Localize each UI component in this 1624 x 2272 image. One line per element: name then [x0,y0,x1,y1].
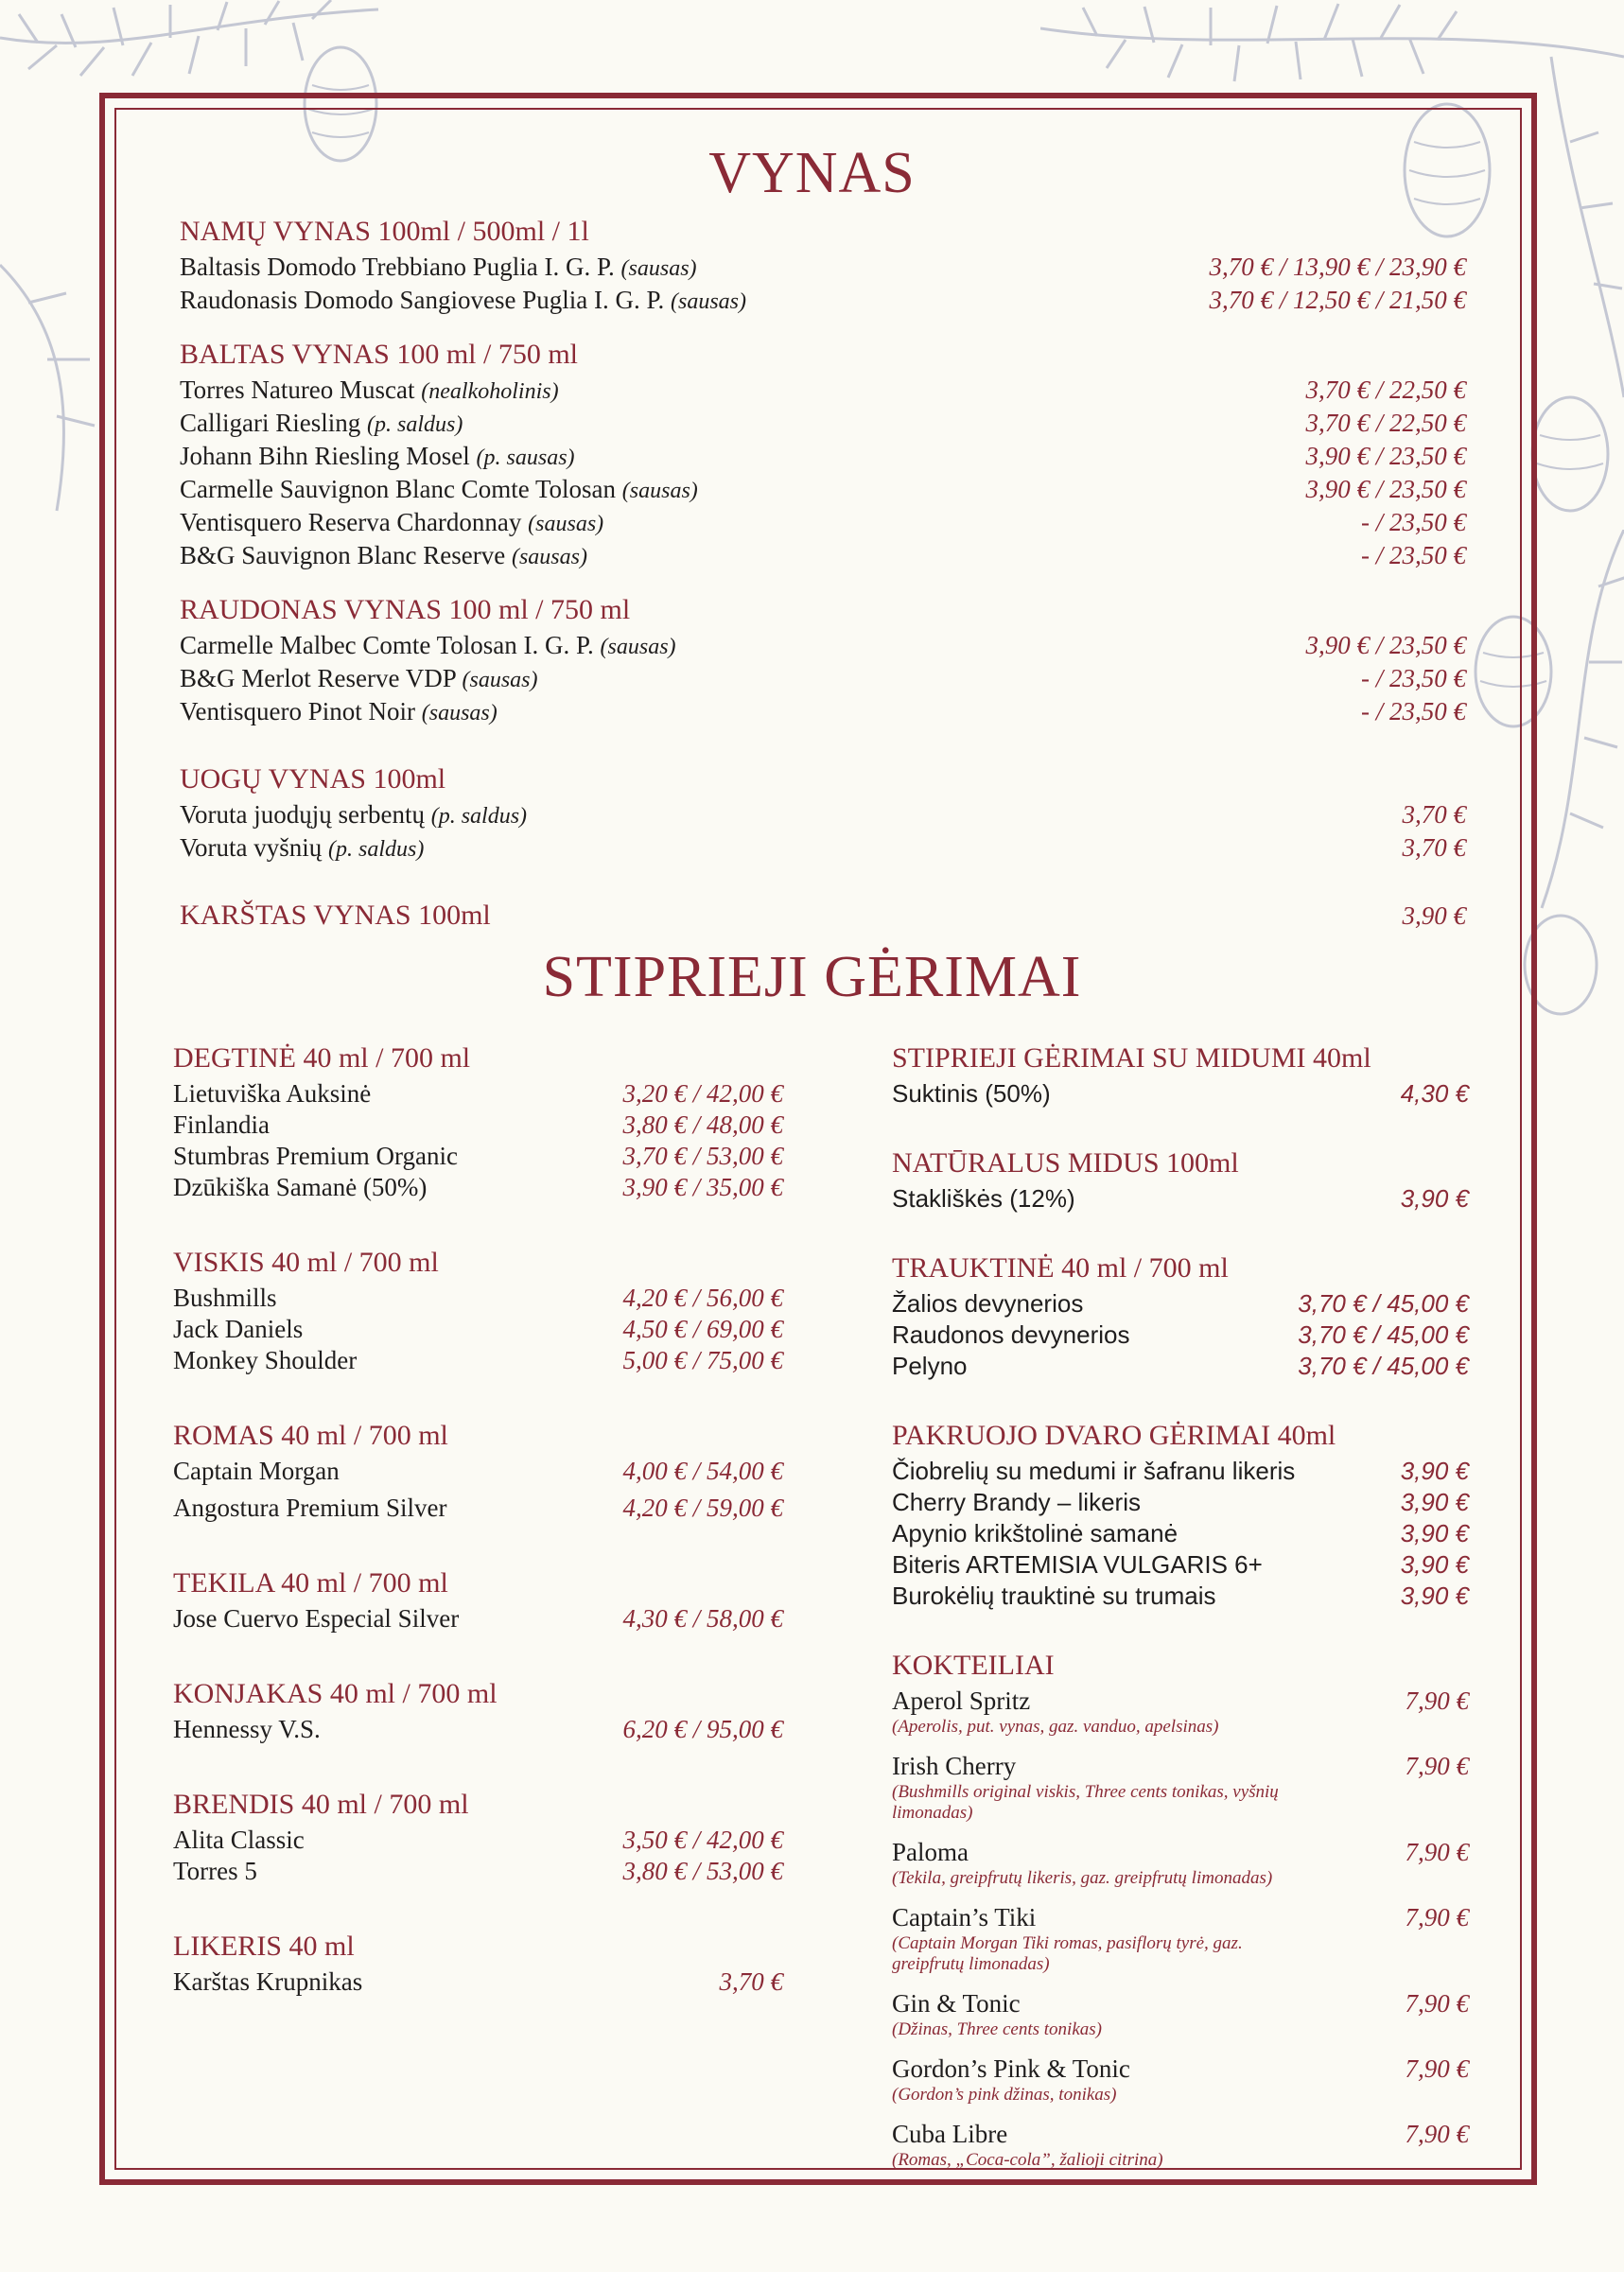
item-price: - / 23,50 € [1361,508,1466,536]
menu-item [892,1518,1469,1549]
item-price: 7,90 € [1405,2120,1469,2148]
menu-item [892,1351,1469,1382]
menu-item [180,252,1466,285]
item-price: 3,70 € / 22,50 € [1305,376,1466,404]
cocktail-item [892,1686,1469,1738]
item-name: Čiobrelių su medumi ir šafranu likeris [892,1457,1296,1485]
item-name: Jose Cuervo Especial Silver [173,1604,460,1633]
liqueur-section [173,1931,783,1998]
item-name: Angostura Premium Silver [173,1494,447,1522]
menu-item [892,1183,1469,1215]
whisky-section [173,1247,783,1376]
item-name: Alita Classic [173,1826,305,1854]
bitters-section [892,1252,1469,1382]
menu-item [180,540,1466,573]
item-price: 3,70 € [1402,833,1466,862]
item-name: Gin & Tonic [892,1989,1021,2018]
menu-item [180,663,1466,696]
item-name: Cherry Brandy – likeris [892,1488,1141,1516]
item-price: 3,70 € / 53,00 € [622,1142,783,1170]
cocktail-item [892,1837,1469,1889]
item-price: 4,30 € [1400,1079,1469,1108]
item-price: 3,90 € / 23,50 € [1305,631,1466,659]
menu-item [173,1141,783,1172]
item-price: 3,70 € / 45,00 € [1298,1289,1469,1318]
item-price: 5,00 € / 75,00 € [622,1346,783,1374]
item-description: (Gordon’s pink džinas, tonikas) [892,2085,1117,2105]
menu-item [180,474,1466,507]
menu-item [892,1549,1469,1581]
menu-item [180,630,1466,663]
item-price: 3,70 € / 45,00 € [1298,1352,1469,1380]
menu-item [180,507,1466,540]
spirits-title: STIPRIEJI GĖRIMAI [542,945,1082,1009]
item-note: (sausas) [462,668,538,692]
section-heading: PAKRUOJO DVARO GĖRIMAI 40ml [892,1420,1336,1451]
menu-item [173,1078,783,1110]
spirits-right-column [892,1042,1469,2184]
item-price: 3,80 € / 48,00 € [622,1110,783,1139]
item-name: Baltasis Domodo Trebbiano Puglia I. G. P. [180,253,615,281]
item-name: Raudonos devynerios [892,1320,1130,1349]
item-price: 7,90 € [1405,1752,1469,1780]
menu-item [180,441,1466,474]
item-name: Monkey Shoulder [173,1346,358,1374]
menu-item [173,1172,783,1203]
section-heading: ROMAS 40 ml / 700 ml [173,1420,448,1451]
item-description: (Bushmills original viskis, Three cents tonikas, vyšnių limonadas) [892,1782,1279,1823]
item-price: 3,90 € [1400,1184,1469,1213]
item-price: 3,50 € / 42,00 € [622,1826,783,1854]
item-name: Raudonasis Domodo Sangiovese Puglia I. G. P. [180,286,665,314]
item-note: (sausas) [421,701,498,725]
item-name: Johann Bihn Riesling Mosel [180,442,470,470]
item-price: 7,90 € [1405,2054,1469,2083]
section-heading: TRAUKTINĖ 40 ml / 700 ml [892,1252,1229,1284]
item-description: (Džinas, Three cents tonikas) [892,2019,1102,2039]
section-heading: NAMŲ VYNAS 100ml / 500ml / 1l [180,216,589,247]
menu-item [173,1314,783,1345]
item-price: 3,90 € [1400,1519,1469,1547]
section-heading: BALTAS VYNAS 100 ml / 750 ml [180,339,578,370]
wine-sections [180,216,1466,935]
white-wine-section [180,339,1466,573]
item-note: (p. saldus) [366,412,463,437]
cognac-section [173,1678,783,1745]
item-price: 4,00 € / 54,00 € [622,1457,783,1485]
section-heading: KOKTEILIAI [892,1650,1055,1681]
section-heading: VISKIS 40 ml / 700 ml [173,1247,439,1278]
item-price: 3,20 € / 42,00 € [622,1079,783,1108]
item-name: Biteris ARTEMISIA VULGARIS 6+ [892,1550,1263,1579]
item-name: Pelyno [892,1352,968,1380]
item-name: Carmelle Malbec Comte Tolosan I. G. P. [180,631,594,659]
mead-spirits-section [892,1042,1469,1110]
item-price: 3,90 € / 23,50 € [1305,442,1466,470]
item-price: 7,90 € [1405,1989,1469,2018]
item-name: Voruta vyšnių [180,833,323,862]
menu-item [173,1110,783,1141]
menu-item [180,696,1466,729]
item-note: (sausas) [621,479,698,503]
item-price: 3,70 € [1402,800,1466,829]
item-name: Suktinis (50%) [892,1079,1051,1108]
item-name: Burokėlių trauktinė su trumais [892,1582,1216,1610]
item-price: 4,20 € / 56,00 € [622,1284,783,1312]
menu-item [180,408,1466,441]
item-note: (sausas) [600,635,676,659]
item-price: 6,20 € / 95,00 € [622,1715,783,1743]
item-price: 4,20 € / 59,00 € [622,1494,783,1522]
item-price: - / 23,50 € [1361,697,1466,725]
item-name: Gordon’s Pink & Tonic [892,2054,1130,2083]
item-price: 3,70 € / 12,50 € / 21,50 € [1209,286,1466,314]
item-name: Irish Cherry [892,1752,1017,1780]
cocktail-item [892,1902,1469,1975]
item-price: - / 23,50 € [1361,541,1466,569]
section-heading: LIKERIS 40 ml [173,1931,355,1962]
item-price: 3,90 € [1400,1582,1469,1610]
item-note: (p. saldus) [430,804,528,829]
item-price: 3,90 € [1402,901,1466,930]
item-name: Paloma [892,1838,969,1866]
item-name: Lietuviška Auksinė [173,1079,372,1108]
menu-item [173,1283,783,1314]
menu-item [892,1456,1469,1487]
natural-mead-section [892,1147,1469,1215]
item-name: Ventisquero Reserva Chardonnay [180,508,522,536]
item-price: 3,90 € [1400,1457,1469,1485]
item-price: 7,90 € [1405,1903,1469,1931]
item-name: B&G Sauvignon Blanc Reserve [180,541,506,569]
red-wine-section [180,594,1466,729]
menu-item [173,1825,783,1856]
item-name: Finlandia [173,1110,270,1139]
section-heading: RAUDONAS VYNAS 100 ml / 750 ml [180,594,631,625]
item-description: (Captain Morgan Tiki romas, pasiflorų tyrė, gaz. greipfrutų limonadas) [892,1933,1243,1974]
item-price: - / 23,50 € [1361,664,1466,692]
menu-item [180,375,1466,408]
item-note: (p. sausas) [476,446,575,470]
item-price: 3,90 € [1400,1550,1469,1579]
item-note: (sausas) [511,545,587,569]
menu-item [892,1581,1469,1612]
item-note: (sausas) [528,512,604,536]
section-heading: STIPRIEJI GĖRIMAI SU MIDUMI 40ml [892,1042,1371,1074]
item-price: 3,90 € [1400,1488,1469,1516]
item-name: Hennessy V.S. [173,1715,321,1743]
item-name: Stumbras Premium Organic [173,1142,458,1170]
item-description: (Aperolis, put. vynas, gaz. vanduo, apelsinas) [892,1717,1219,1737]
mulled-wine-row [180,900,1466,935]
item-price: 3,70 € / 45,00 € [1298,1320,1469,1349]
item-name: Torres 5 [173,1857,257,1885]
menu-item [173,1603,783,1634]
menu-item [892,1320,1469,1351]
item-note: (p. saldus) [328,837,425,862]
cocktail-item [892,1751,1469,1824]
item-name: Dzūkiška Samanė (50%) [173,1173,428,1201]
item-name: Jack Daniels [173,1315,304,1343]
item-price: 4,30 € / 58,00 € [622,1604,783,1633]
item-note: (sausas) [620,256,697,281]
section-heading: BRENDIS 40 ml / 700 ml [173,1789,469,1820]
item-name: Captain Morgan [173,1457,340,1485]
menu-item [173,1714,783,1745]
item-name: Torres Natureo Muscat [180,376,415,404]
item-name: Bushmills [173,1284,277,1312]
item-name: Žalios devynerios [892,1289,1084,1318]
vodka-section [173,1042,783,1203]
menu-item [180,799,1466,832]
menu-item [892,1078,1469,1110]
pakruojis-manor-section [892,1420,1469,1612]
item-name: Captain’s Tiki [892,1903,1037,1931]
item-name: B&G Merlot Reserve VDP [180,664,456,692]
item-name: Stakliškės (12%) [892,1184,1075,1213]
section-heading: TEKILA 40 ml / 700 ml [173,1567,448,1599]
cocktails-section [892,1650,1469,2171]
menu-item [173,1856,783,1887]
berry-wine-section [180,763,1466,865]
item-name: Calligari Riesling [180,409,361,437]
menu-item [180,832,1466,865]
house-wine-section [180,216,1466,318]
tequila-section [173,1567,783,1634]
item-price: 7,90 € [1405,1838,1469,1866]
item-price: 3,90 € / 35,00 € [622,1173,783,1201]
menu-item [173,1966,783,1998]
item-description: (Tekila, greipfrutų likeris, gaz. greipfrutų limonadas) [892,1868,1273,1888]
item-name: Voruta juodųjų serbentų [180,800,425,829]
menu-item [173,1493,783,1524]
item-price: 7,90 € [1405,1687,1469,1715]
menu-item [173,1345,783,1376]
item-price: 3,70 € [719,1967,783,1996]
item-name: Aperol Spritz [892,1687,1031,1715]
menu-item [180,285,1466,318]
section-heading: NATŪRALUS MIDUS 100ml [892,1147,1239,1179]
wine-title: VYNAS [708,141,916,205]
cocktail-item [892,1988,1469,2040]
menu-item [173,1456,783,1487]
section-heading: KONJAKAS 40 ml / 700 ml [173,1678,498,1709]
item-price: 3,80 € / 53,00 € [622,1857,783,1885]
item-name: Ventisquero Pinot Noir [180,697,415,725]
item-name: Carmelle Sauvignon Blanc Comte Tolosan [180,475,617,503]
section-heading: DEGTINĖ 40 ml / 700 ml [173,1042,471,1074]
brandy-section [173,1789,783,1887]
item-note: (nealkoholinis) [421,379,559,404]
item-note: (sausas) [671,289,747,314]
item-price: 3,70 € / 22,50 € [1305,409,1466,437]
menu-item [892,1487,1469,1518]
item-description: (Romas, „Coca-cola”, žalioji citrina) [892,2150,1163,2170]
item-price: 3,70 € / 13,90 € / 23,90 € [1209,253,1466,281]
section-heading: UOGŲ VYNAS 100ml [180,763,446,795]
item-name: Cuba Libre [892,2120,1008,2148]
menu-item [892,1288,1469,1320]
cocktail-item [892,2054,1469,2106]
item-price: 4,50 € / 69,00 € [622,1315,783,1343]
spirits-left-column [173,1042,783,2041]
item-price: 3,90 € / 23,50 € [1305,475,1466,503]
section-heading: KARŠTAS VYNAS 100ml [180,900,491,931]
cocktail-item [892,2119,1469,2171]
item-name: Karštas Krupnikas [173,1967,363,1996]
item-name: Apynio krikštolinė samanė [892,1519,1179,1547]
rum-section [173,1420,783,1524]
